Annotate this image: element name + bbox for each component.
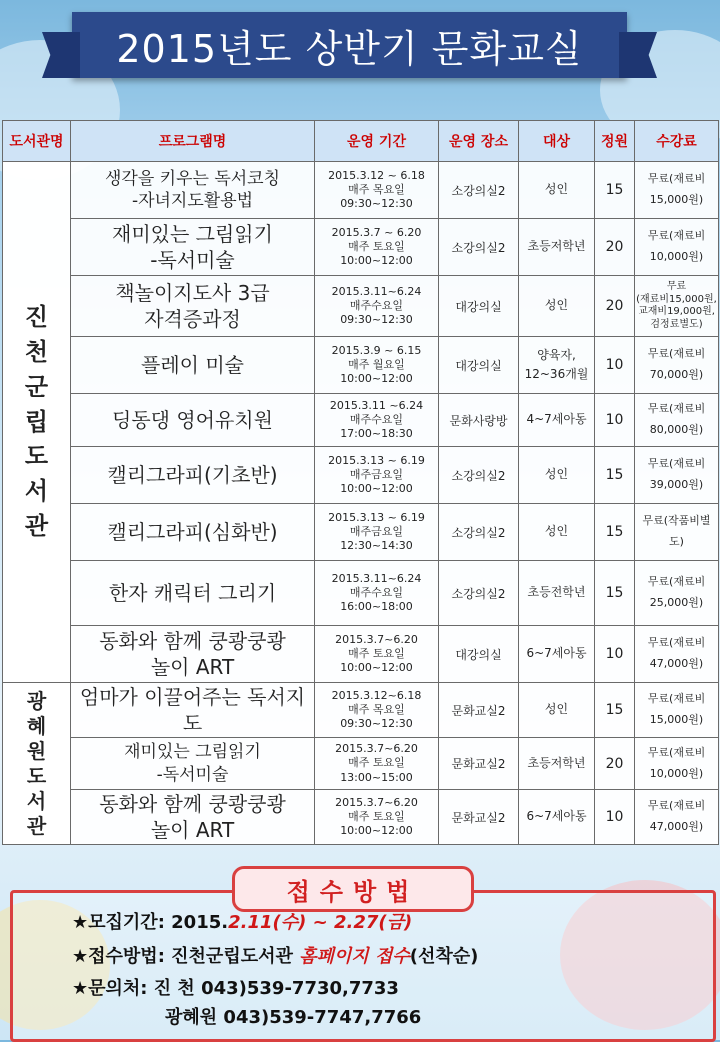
capacity-line: 15	[605, 182, 624, 198]
column-header: 운영 기간	[315, 121, 439, 162]
period-line: 09:30~12:30	[340, 313, 413, 327]
target-line: 4~7세아동	[526, 412, 587, 427]
period-line: 2015.3.7~6.20	[335, 795, 418, 809]
target	[519, 626, 595, 683]
schedule-table	[2, 120, 719, 845]
target-line: 초등전학년	[527, 585, 586, 600]
column-header: 운영 장소	[439, 121, 519, 162]
place-line: 문화교실2	[451, 757, 506, 771]
fee-line: 무료(재료비	[647, 692, 706, 706]
period-line: 2015.3.7~6.20	[335, 742, 418, 756]
fee-line: 80,000원)	[649, 423, 704, 436]
program-name	[71, 447, 315, 504]
period	[315, 504, 439, 561]
target-line: 초등저학년	[527, 239, 586, 254]
place-line: 소강의실2	[451, 586, 506, 601]
place-line: 문화교실2	[451, 703, 506, 718]
library-name-char: 광	[26, 688, 47, 713]
target	[519, 447, 595, 504]
program-name	[71, 162, 315, 219]
program-name-line: 책놀이지도사 3급	[115, 281, 270, 305]
target-line: 6~7세아동	[526, 646, 587, 661]
period-line: 매주 토요일	[348, 756, 405, 770]
program-name-line: 놀이 ART	[150, 818, 235, 842]
program-name	[71, 683, 315, 738]
program-name	[71, 276, 315, 337]
period-line: 2015.3.13 ~ 6.19	[328, 510, 425, 524]
fee-line: 10,000원)	[649, 250, 704, 263]
fee-line: 무료(재료비	[647, 402, 706, 416]
library-name-char: 서	[26, 788, 47, 813]
period-line: 2015.3.11 ~6.24	[329, 398, 424, 412]
period	[315, 738, 439, 790]
period-line: 09:30~12:30	[340, 717, 413, 731]
period-line: 2015.3.9 ~ 6.15	[331, 343, 422, 357]
column-header: 대상	[519, 121, 595, 162]
program-name-line: 엄마가 이끌어주는 독서지도	[79, 685, 306, 735]
capacity-line: 15	[605, 524, 624, 540]
period-line: 2015.3.12 ~ 6.18	[328, 168, 425, 182]
fee-line: 무료(재료비	[647, 229, 706, 243]
reception-line	[165, 1003, 421, 1029]
fee	[635, 504, 719, 561]
program-name	[71, 219, 315, 276]
fee-line: 무료(재료비	[647, 347, 706, 361]
period-line: 매주 목요일	[348, 182, 405, 196]
reception-line	[72, 942, 478, 968]
program-name	[71, 738, 315, 790]
table-row	[3, 626, 719, 683]
capacity	[595, 561, 635, 626]
table-row	[3, 790, 719, 845]
page-title: 2015년도 상반기 문화교실	[116, 26, 583, 71]
fee	[635, 276, 719, 337]
capacity-line: 10	[605, 412, 624, 428]
place-line: 문화교실2	[451, 810, 506, 825]
place-line: 대강의실	[455, 299, 502, 314]
program-name-line: 자격증과정	[144, 307, 241, 331]
target	[519, 561, 595, 626]
reception-line	[72, 908, 412, 934]
target-line: 성인	[544, 182, 569, 197]
fee-line: 70,000원)	[649, 368, 704, 381]
library-name-char: 혜	[26, 713, 47, 738]
library-name-char: 관	[26, 813, 47, 838]
capacity-line: 20	[605, 755, 624, 772]
table-row	[3, 504, 719, 561]
program-name-line: -자녀지도활용법	[131, 191, 254, 211]
program-name	[71, 561, 315, 626]
program-name-line: 플레이 미술	[141, 353, 244, 377]
period-line: 2015.3.7~6.20	[335, 632, 418, 646]
library-name-char: 천	[24, 338, 49, 366]
reception-label: ★접수방법: 진천군립도서관	[72, 946, 300, 967]
capacity	[595, 276, 635, 337]
fee	[635, 561, 719, 626]
program-name-line: 재미있는 그림읽기	[124, 742, 261, 763]
table-row	[3, 738, 719, 790]
header-row	[3, 121, 719, 162]
period-line: 매주 목요일	[348, 702, 405, 716]
target	[519, 504, 595, 561]
target	[519, 738, 595, 790]
target	[519, 337, 595, 394]
target	[519, 219, 595, 276]
reception-highlight: 2.11(수) ~ 2.27(금)	[228, 912, 413, 933]
place-line: 문화사랑방	[449, 413, 508, 428]
period-line: 매주수요일	[349, 298, 404, 312]
program-name	[71, 394, 315, 447]
fee	[635, 738, 719, 790]
fee-line: 무료(재료비	[647, 745, 706, 759]
period	[315, 337, 439, 394]
fee	[635, 394, 719, 447]
program-name-line: 한자 캐릭터 그리기	[108, 581, 277, 605]
library-name-char: 원	[26, 738, 47, 763]
program-name	[71, 337, 315, 394]
program-name-line: 딩동댕 영어유치원	[112, 408, 273, 432]
period	[315, 683, 439, 738]
reception-tail: (선착순)	[409, 946, 479, 967]
table-row	[3, 561, 719, 626]
program-name	[71, 504, 315, 561]
period-line: 2015.3.12~6.18	[331, 688, 422, 702]
program-name-line: 캘리그라피(기초반)	[107, 463, 278, 487]
period-line: 2015.3.11~6.24	[331, 571, 422, 585]
period-line: 매주수요일	[349, 585, 404, 599]
period-line: 16:00~18:00	[340, 600, 413, 614]
target-line: 성인	[544, 467, 569, 482]
program-name-line: 재미있는 그림읽기	[112, 222, 273, 246]
program-name-line: 캘리그라피(심화반)	[107, 520, 278, 544]
fee-line: 47,000원)	[649, 820, 704, 833]
capacity	[595, 683, 635, 738]
period-line: 매주 토요일	[348, 239, 405, 253]
period-line: 10:00~12:00	[340, 824, 413, 838]
fee-line: 무료(작품비별도)	[642, 514, 711, 548]
capacity	[595, 394, 635, 447]
period-line: 13:00~15:00	[340, 770, 413, 784]
program-name-line: 놀이 ART	[150, 655, 235, 679]
program-name	[71, 626, 315, 683]
fee-line: 무료(재료비	[647, 575, 706, 589]
library-name-char: 도	[24, 442, 49, 471]
place	[439, 683, 519, 738]
library-name	[3, 162, 71, 683]
capacity-line: 10	[605, 357, 624, 373]
fee	[635, 626, 719, 683]
fee	[635, 337, 719, 394]
table-row	[3, 276, 719, 337]
capacity-line: 20	[605, 239, 624, 255]
period-line: 10:00~12:00	[340, 482, 413, 496]
fee-line: 무료(재료비	[647, 172, 706, 186]
library-name-char: 관	[24, 511, 49, 540]
fee-line: 15,000원)	[649, 713, 704, 726]
place-line: 소강의실2	[451, 240, 506, 255]
program-name-line: -독서미술	[150, 248, 235, 272]
program-name-line: 동화와 함께 쿵쾅쿵쾅	[99, 629, 286, 653]
period-line: 17:00~18:30	[340, 427, 413, 441]
target-line: 12~36개월	[524, 367, 589, 381]
fee-line: 무료	[666, 281, 687, 292]
period-line: 매주금요일	[349, 467, 404, 481]
program-name-line: 동화와 함께 쿵쾅쿵쾅	[99, 792, 286, 816]
period-line: 매주 토요일	[348, 646, 405, 660]
table-row	[3, 337, 719, 394]
reception-label: ★문의처: 진 천 043)539-7730,7733	[72, 978, 399, 999]
fee-line: 10,000원)	[649, 766, 704, 780]
place-line: 소강의실2	[451, 525, 506, 540]
program-name	[71, 790, 315, 845]
table-row	[3, 219, 719, 276]
period-line: 매주 토요일	[348, 809, 405, 823]
period	[315, 561, 439, 626]
period	[315, 394, 439, 447]
library-name-char: 립	[24, 407, 49, 436]
period	[315, 626, 439, 683]
fee-line: 무료(재료비	[647, 457, 706, 471]
column-header: 정원	[595, 121, 635, 162]
fee	[635, 447, 719, 504]
fee-line: (재료비15,000원,	[636, 293, 717, 305]
period-line: 매주금요일	[349, 524, 404, 538]
target	[519, 162, 595, 219]
place	[439, 162, 519, 219]
period	[315, 162, 439, 219]
place	[439, 626, 519, 683]
fee-line: 무료(재료비	[647, 799, 706, 813]
capacity-line: 15	[605, 702, 624, 718]
period-line: 매주 월요일	[348, 357, 405, 371]
target-line: 성인	[544, 524, 569, 539]
capacity-line: 15	[605, 467, 624, 483]
fee-line: 교재비19,000원,	[638, 306, 715, 317]
fee-line: 무료(재료비	[647, 636, 706, 650]
program-name-line: -독서미술	[156, 764, 229, 785]
place	[439, 738, 519, 790]
library-name-char: 도	[26, 763, 47, 788]
capacity	[595, 738, 635, 790]
capacity-line: 15	[605, 585, 624, 601]
table-row	[3, 394, 719, 447]
period-line: 09:30~12:30	[340, 197, 413, 211]
fee-line: 검정료별도)	[650, 318, 703, 330]
place	[439, 447, 519, 504]
target	[519, 790, 595, 845]
target-line: 양육자,	[537, 347, 576, 362]
period-line: 2015.3.13 ~ 6.19	[328, 453, 425, 467]
reception-highlight: 홈페이지 접수	[299, 946, 410, 967]
reception-label: 광혜원 043)539-7747,7766	[165, 1007, 422, 1028]
capacity	[595, 219, 635, 276]
library-name-char: 서	[24, 477, 49, 506]
place	[439, 276, 519, 337]
target	[519, 276, 595, 337]
library-name	[3, 683, 71, 845]
reception-title: 접수방법	[232, 866, 474, 912]
target-line: 초등저학년	[527, 755, 586, 770]
title-banner	[72, 12, 627, 78]
capacity-line: 10	[605, 646, 624, 662]
place	[439, 219, 519, 276]
place	[439, 790, 519, 845]
target	[519, 683, 595, 738]
place-line: 소강의실2	[451, 183, 506, 198]
column-header: 프로그램명	[71, 121, 315, 162]
period-line: 매주수요일	[349, 412, 404, 426]
target-line: 성인	[544, 298, 569, 313]
capacity	[595, 790, 635, 845]
fee-line: 25,000원)	[649, 596, 704, 609]
capacity-line: 10	[605, 809, 624, 825]
target-line: 성인	[544, 702, 569, 717]
column-header: 도서관명	[3, 121, 71, 162]
capacity	[595, 504, 635, 561]
place	[439, 561, 519, 626]
capacity	[595, 162, 635, 219]
place-line: 대강의실	[455, 647, 502, 662]
period-line: 2015.3.11~6.24	[331, 284, 422, 298]
fee	[635, 683, 719, 738]
fee	[635, 790, 719, 845]
fee-line: 47,000원)	[649, 657, 704, 670]
period	[315, 276, 439, 337]
fee	[635, 219, 719, 276]
column-header: 수강료	[635, 121, 719, 162]
period-line: 12:30~14:30	[340, 539, 413, 553]
reception-label: ★모집기간: 2015.	[72, 912, 229, 933]
period	[315, 447, 439, 504]
period	[315, 219, 439, 276]
library-name-char: 군	[24, 372, 49, 401]
table-row	[3, 447, 719, 504]
period-line: 2015.3.7 ~ 6.20	[331, 225, 422, 239]
period-line: 10:00~12:00	[340, 661, 413, 675]
period-line: 10:00~12:00	[340, 254, 413, 268]
period-line: 10:00~12:00	[340, 372, 413, 386]
capacity	[595, 337, 635, 394]
reception-line	[72, 974, 399, 1000]
target	[519, 394, 595, 447]
capacity-line: 20	[605, 298, 624, 314]
target-line: 6~7세아동	[526, 809, 587, 824]
period	[315, 790, 439, 845]
capacity	[595, 626, 635, 683]
table-row	[3, 683, 719, 738]
program-name-line: 생각을 키우는 독서코칭	[104, 168, 281, 189]
library-name-char: 진	[24, 303, 49, 332]
place	[439, 504, 519, 561]
capacity	[595, 447, 635, 504]
fee-line: 39,000원)	[649, 478, 704, 491]
place-line: 대강의실	[455, 358, 502, 373]
fee	[635, 162, 719, 219]
fee-line: 15,000원)	[649, 193, 704, 206]
place	[439, 394, 519, 447]
place-line: 소강의실2	[451, 468, 506, 483]
place	[439, 337, 519, 394]
table-row	[3, 162, 719, 219]
